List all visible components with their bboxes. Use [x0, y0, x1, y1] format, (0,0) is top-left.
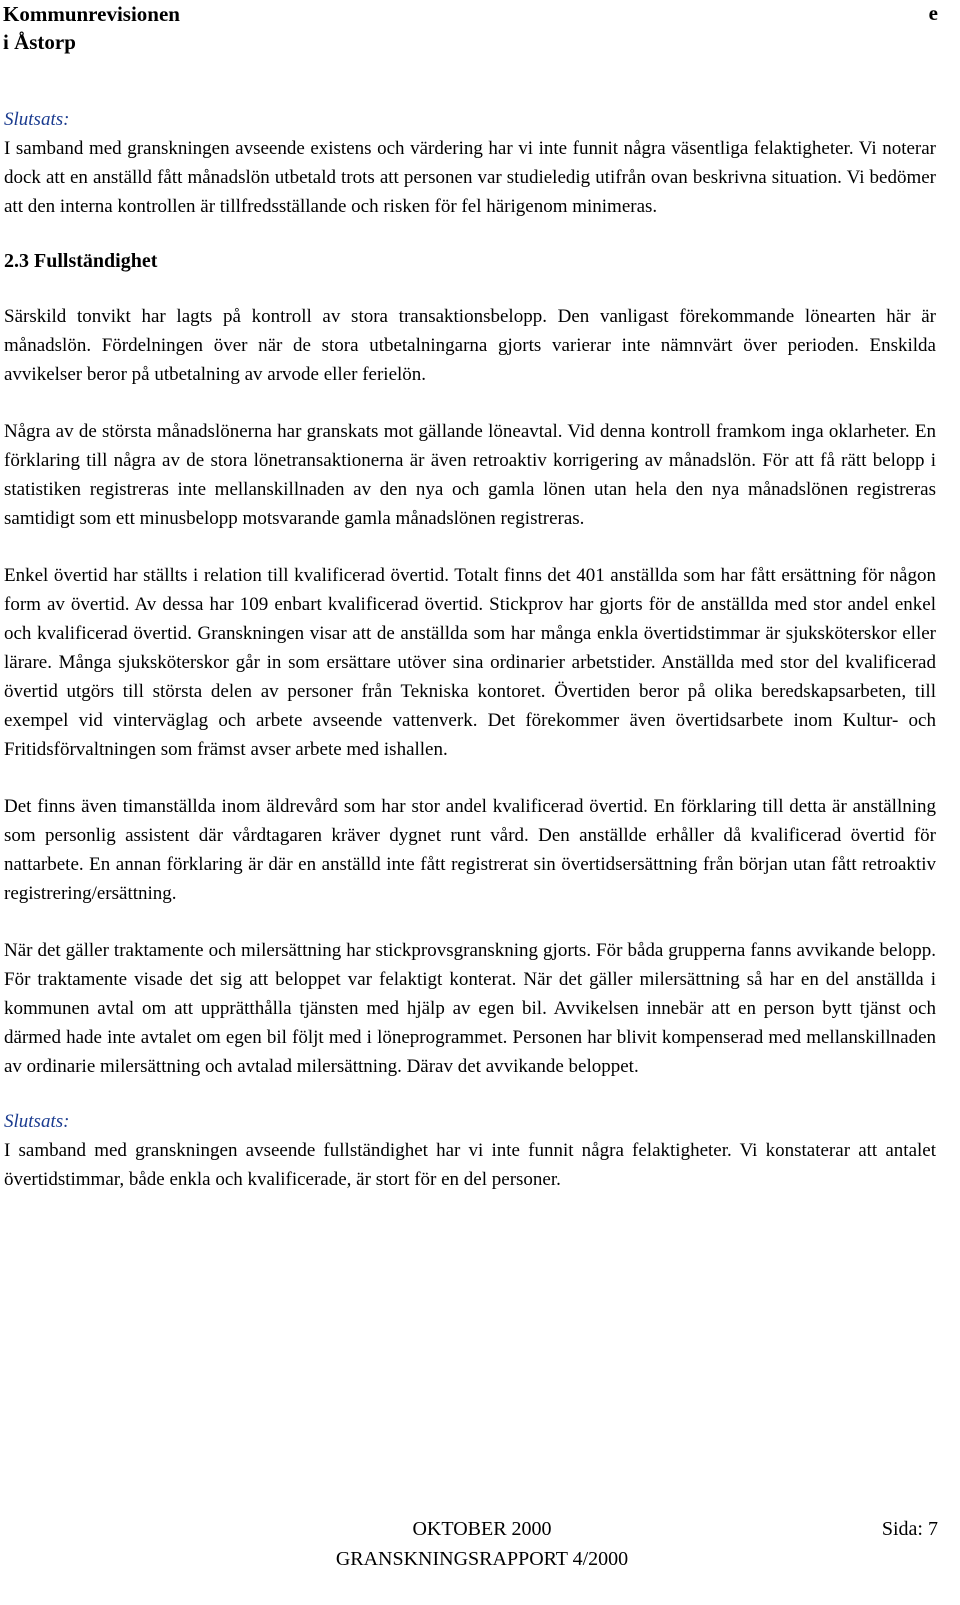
- page-footer: [0, 1514, 960, 1574]
- slutsats-paragraph: I samband med granskningen avseende fullständighet har vi inte funnit några felaktigheter. Vi konstaterar att antalet övertidstimmar, både enkla och kvalificerade, är stort för en del personer.: [4, 1140, 936, 1190]
- page-number: Sida: 7: [881, 1518, 938, 1540]
- body-paragraph: Några av de största månadslönerna har granskats mot gällande löneavtal. Vid denna kontroll framkom inga oklarheter. En förklaring till några av de stora lönetransaktionerna är även retroaktiv korrigering av månadslön. För att få rätt belopp i statistiken registreras inte mellanskillnaden av den nya och gamla lönen utan hela den nya månadslönen registreras samtidigt som ett minusbelopp motsvarande gamla månadslönen registreras.: [4, 421, 936, 529]
- body-paragraph: Det finns även timanställda inom äldrevård som har stor andel kvalificerad övertid. En förklaring till detta är anställning som personlig assistent där vårdtagaren kräver dygnet runt vård. Den anställde erhåller då kvalificerad övertid för nattarbete. En annan förklaring är där en anställd inte fått registrerat sin övertidsersättning från början utan fått retroaktiv registrering/ersättning.: [4, 796, 936, 904]
- document-body: [4, 105, 936, 1194]
- footer-date: OKTOBER 2000: [412, 1518, 552, 1540]
- section-heading: 2.3 Fullständighet: [4, 250, 158, 272]
- header-right-mark: e: [928, 1, 938, 25]
- slutsats-label: Slutsats:: [4, 109, 70, 130]
- header-org-line1: Kommunrevisionen: [3, 2, 180, 26]
- header-org-line2: i Åstorp: [3, 30, 76, 54]
- body-paragraph: Enkel övertid har ställts i relation till kvalificerad övertid. Totalt finns det 401 anställda som har fått ersättning för någon form av övertid. Av dessa har 109 enbart kvalificerad övertid. Stickprov har gjorts för de anställda med stor andel enkel och kvalificerad övertid. Granskningen visar att de anställda som har många enkla övertidstimmar är sjuksköterskor eller lärare. Många sjuksköterskor går in som ersättare utöver sina ordinarier arbetstider. Anställda med stor del kvalificerad övertid utgörs till största delen av personer från Tekniska kontoret. Övertiden beror på olika beredskapsarbeten, till exempel vid vinterväglag och arbete avseende vattenverk. Det förekommer även övertidsarbete inom Kultur- och Fritidsförvaltningen som främst avser arbete med ishallen.: [4, 565, 936, 760]
- body-paragraph: Särskild tonvikt har lagts på kontroll av stora transaktionsbelopp. Den vanligast förekommande lönearten här är månadslön. Fördelningen över när de stora utbetalningarna gjorts varierar inte nämnvärt över perioden. Enskilda avvikelser beror på utbetalning av arvode eller ferielön.: [4, 306, 936, 385]
- page-header-org: [3, 0, 180, 56]
- slutsats-paragraph: I samband med granskningen avseende existens och värdering har vi inte funnit några väsentliga felaktigheter. Vi noterar dock att en anställd fått månadslön utbetald trots att personen var studieledig utifrån ovan beskrivna situation. Vi bedömer att den interna kontrollen är tillfredsställande och risken för fel härigenom minimeras.: [4, 138, 936, 217]
- body-paragraph: När det gäller traktamente och milersättning har stickprovsgranskning gjorts. För båda grupperna fanns avvikande belopp. För traktamente visade det sig att beloppet var felaktigt konterat. När det gäller milersättning så har en del anställda i kommunen avtal om att upprätthålla tjänsten med hjälp av egen bil. Avvikelsen innebär att en person bytt tjänst och därmed hade inte avtalet om egen bil följt med i löneprogrammet. Personen har blivit kompenserad med mellanskillnaden av ordinarie milersättning och avtalad milersättning. Därav det avvikande beloppet.: [4, 940, 936, 1077]
- footer-report-title: GRANSKNINGSRAPPORT 4/2000: [335, 1548, 629, 1570]
- slutsats-label: Slutsats:: [4, 1111, 70, 1132]
